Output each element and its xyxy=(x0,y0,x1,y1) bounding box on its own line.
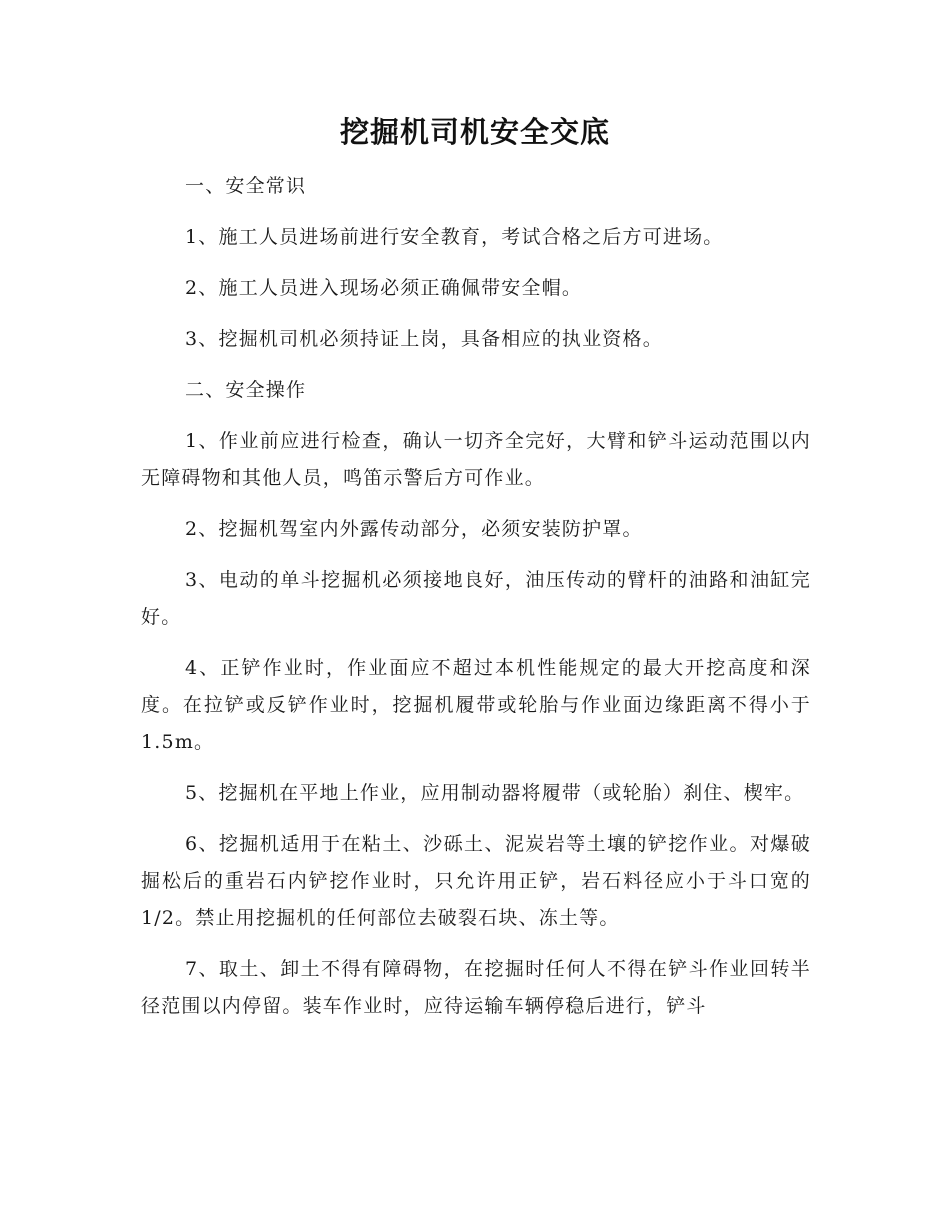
paragraph-item: 1、作业前应进行检查，确认一切齐全完好，大臂和铲斗运动范围以内无障碍物和其他人员，鸣笛示警后方可作业。 xyxy=(141,430,811,489)
paragraph-item: 3、挖掘机司机必须持证上岗，具备相应的执业资格。 xyxy=(185,328,663,350)
paragraph-item: 5、挖掘机在平地上作业，应用制动器将履带（或轮胎）刹住、楔牢。 xyxy=(185,782,805,804)
paragraph-item: 7、取土、卸土不得有障碍物，在挖掘时任何人不得在铲斗作业回转半径范围以内停留。装车作业时，应待运输车辆停稳后进行，铲斗 xyxy=(141,958,811,1017)
paragraph-item: 2、施工人员进入现场必须正确佩带安全帽。 xyxy=(185,277,583,299)
paragraph-item: 2、挖掘机驾室内外露传动部分，必须安装防护罩。 xyxy=(185,518,643,540)
document-title: 挖掘机司机安全交底 xyxy=(339,115,610,149)
paragraph-item: 4、正铲作业时，作业面应不超过本机性能规定的最大开挖高度和深度。在拉铲或反铲作业时，挖掘机履带或轮胎与作业面边缘距离不得小于1.5m。 xyxy=(141,657,811,753)
paragraph-item: 3、电动的单斗挖掘机必须接地良好，油压传动的臂杆的油路和油缸完好。 xyxy=(141,569,811,628)
section-heading-safety-knowledge: 一、安全常识 xyxy=(185,175,307,197)
paragraph-item: 6、挖掘机适用于在粘土、沙砾土、泥炭岩等土壤的铲挖作业。对爆破掘松后的重岩石内铲挖作业时，只允许用正铲，岩石料径应小于斗口宽的1/2。禁止用挖掘机的任何部位去破裂石块、冻土等。 xyxy=(141,833,811,929)
paragraph-item: 1、施工人员进场前进行安全教育，考试合格之后方可进场。 xyxy=(185,226,724,248)
document-body xyxy=(141,168,811,1039)
section-heading-safety-operation: 二、安全操作 xyxy=(185,379,307,401)
